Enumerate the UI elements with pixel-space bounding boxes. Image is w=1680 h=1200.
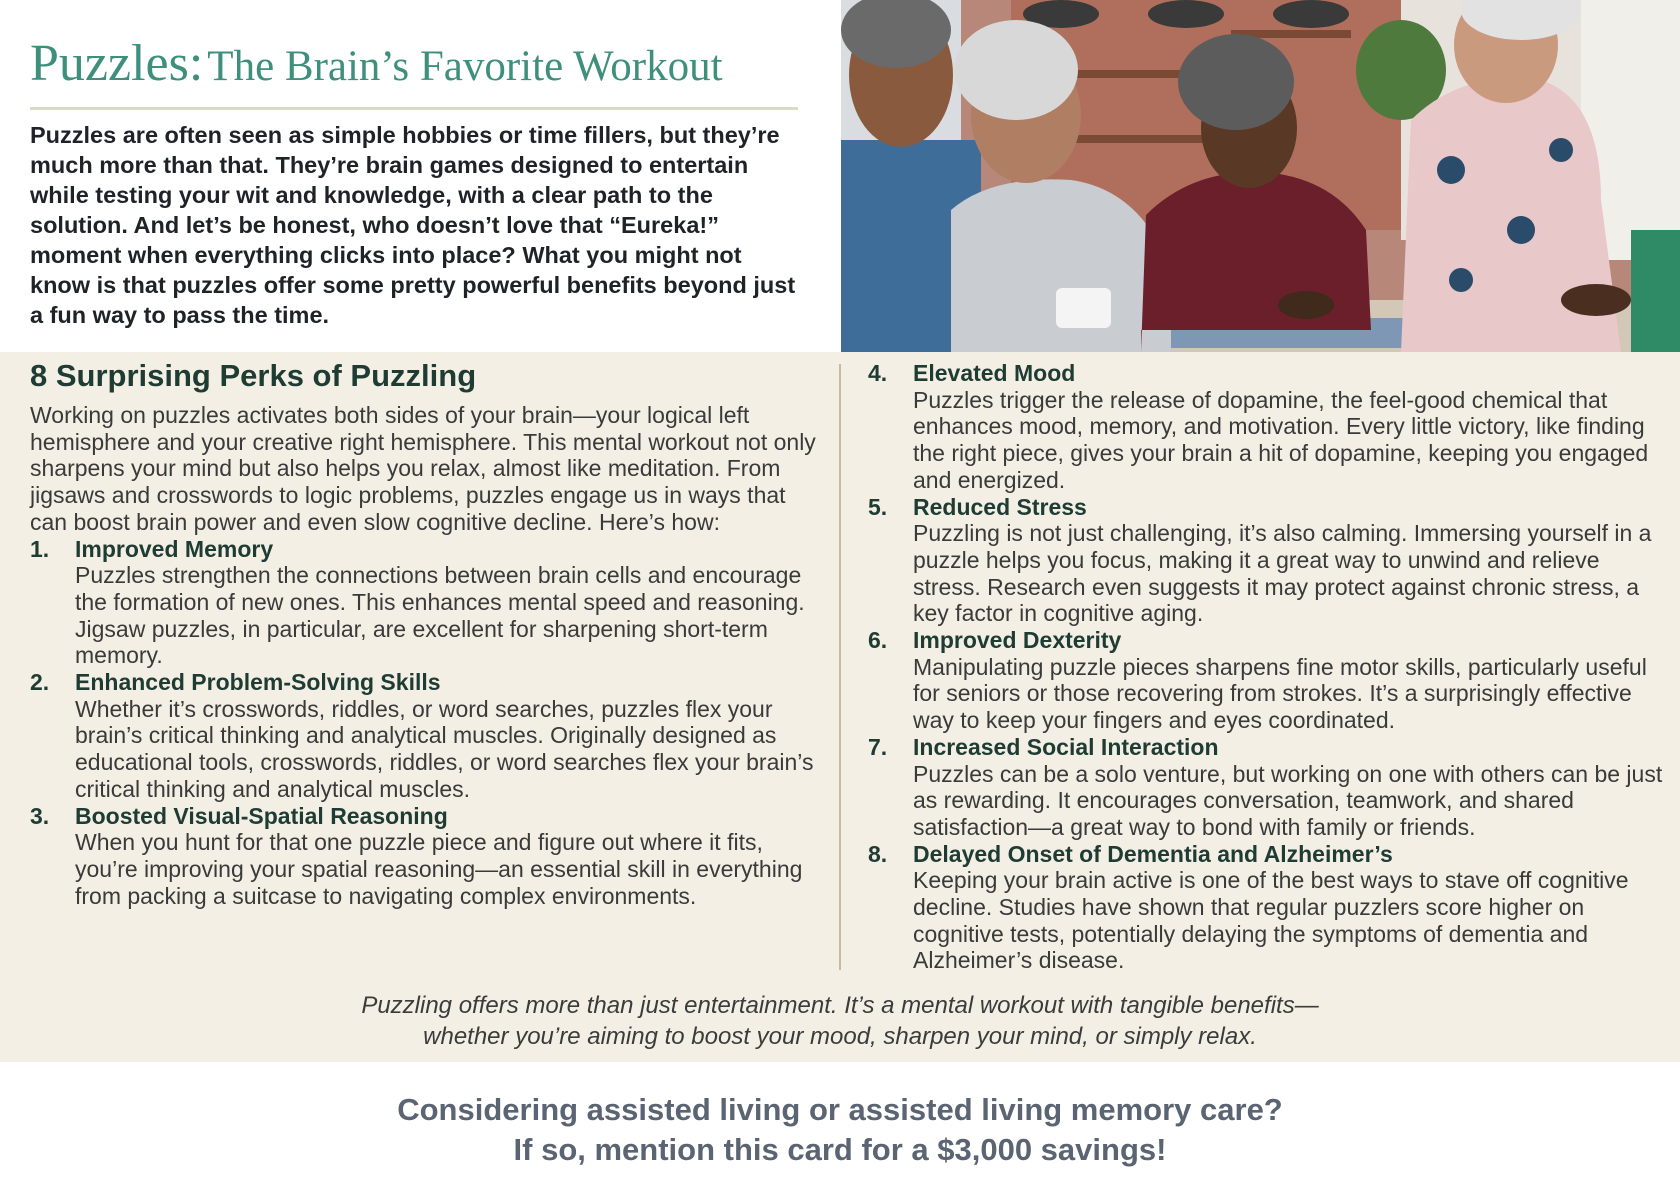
- perk-number: 2.: [30, 669, 50, 696]
- closing-statement: [0, 990, 1680, 1052]
- perks-heading: 8 Surprising Perks of Puzzling: [30, 358, 477, 393]
- title-main: Puzzles:: [30, 35, 204, 92]
- perk-number: 5.: [868, 493, 888, 520]
- perk-number: 7.: [868, 733, 888, 760]
- perk-item-2: [30, 669, 820, 803]
- perk-item-7: [868, 734, 1668, 841]
- call-to-action: [0, 1062, 1680, 1200]
- perk-item-6: [868, 627, 1668, 734]
- perks-left-column: [30, 402, 820, 909]
- perk-body: Puzzles can be a solo venture, but working on one with others can be just as rewarding. It encourages conversation, teamwork, and shared satisfaction—a great way to bond with family or friends.: [913, 760, 1663, 840]
- perk-title: Improved Dexterity: [913, 627, 1122, 654]
- title-sub: The Brain’s Favorite Workout: [207, 43, 723, 90]
- perk-title: Increased Social Interaction: [913, 733, 1219, 760]
- closing-line-2: whether you’re aiming to boost your mood, sharpen your mind, or simply relax.: [423, 1023, 1257, 1050]
- perk-number: 3.: [30, 802, 50, 829]
- title-underline: [30, 107, 798, 110]
- page-title: [30, 34, 800, 93]
- perk-number: 6.: [868, 627, 888, 654]
- perk-title: Reduced Stress: [913, 493, 1087, 520]
- perk-item-8: [868, 841, 1668, 975]
- perk-item-4: [868, 360, 1668, 494]
- perk-title: Improved Memory: [75, 535, 274, 562]
- perk-number: 4.: [868, 360, 888, 386]
- perk-body: When you hunt for that one puzzle piece and figure out where it fits, you’re improving your spatial reasoning—an essential skill in everything from packing a suitcase to navigating complex environments.: [75, 829, 803, 909]
- perks-right-column: [868, 360, 1668, 974]
- perk-item-1: [30, 536, 820, 670]
- perk-title: Boosted Visual-Spatial Reasoning: [75, 802, 448, 829]
- perk-item-5: [868, 494, 1668, 628]
- perk-number: 8.: [868, 840, 888, 867]
- cta-line-1: Considering assisted living or assisted living memory care?: [397, 1092, 1283, 1127]
- column-divider: [839, 364, 841, 970]
- perk-body: Manipulating puzzle pieces sharpens fine motor skills, particularly useful for seniors or those recovering from strokes. It’s a surprisingly effective way to keep your fingers and eyes coordinated.: [913, 653, 1647, 734]
- title-block: [30, 34, 800, 93]
- intro-paragraph: Puzzles are often seen as simple hobbies or time fillers, but they’re much more than that. They’re brain games designed to entertain while testing your wit and knowledge, with a clear path to the solution. And let’s be honest, who doesn’t love that “Eureka!” moment when everything clicks into place? What you might not know is that puzzles offer some pretty powerful benefits beyond just a fun way to pass the time.: [30, 122, 796, 328]
- perk-title: Delayed Onset of Dementia and Alzheimer’s: [913, 840, 1393, 867]
- perk-body: Puzzles strengthen the connections between brain cells and encourage the formation of new ones. This enhances mental speed and reasoning. Jigsaw puzzles, in particular, are excellent for sharpening short-term memory.: [75, 562, 805, 669]
- perk-title: Elevated Mood: [913, 360, 1076, 386]
- perk-number: 1.: [30, 535, 50, 562]
- seniors-doing-puzzle-photo: [841, 0, 1680, 352]
- perk-title: Enhanced Problem-Solving Skills: [75, 669, 441, 696]
- perks-panel: [0, 352, 1680, 1062]
- closing-line-1: Puzzling offers more than just entertainment. It’s a mental workout with tangible benefits—: [361, 992, 1319, 1019]
- top-section: [0, 0, 1680, 352]
- perks-intro: Working on puzzles activates both sides of your brain—your logical left hemisphere and your creative right hemisphere. This mental workout not only sharpens your mind but also helps you relax, almost like meditation. From jigsaws and crosswords to logic problems, puzzles engage us in ways that can boost brain power and even slow cognitive decline. Here’s how:: [30, 402, 816, 535]
- perk-body: Keeping your brain active is one of the best ways to stave off cognitive decline. Studies have shown that regular puzzlers score higher on cognitive tests, potentially delaying the symptoms of dementia and Alzheimer’s disease.: [913, 867, 1629, 974]
- perk-body: Puzzles trigger the release of dopamine, the feel-good chemical that enhances mood, memory, and motivation. Every little victory, like finding the right piece, gives your brain a hit of dopamine, keeping you engaged and energized.: [913, 386, 1649, 493]
- perk-item-3: [30, 803, 820, 910]
- perk-body: Puzzling is not just challenging, it’s also calming. Immersing yourself in a puzzle helps you focus, making it a great way to unwind and relieve stress. Research even suggests it may protect against chronic stress, a key factor in cognitive aging.: [913, 520, 1652, 627]
- cta-line-2: If so, mention this card for a $3,000 savings!: [513, 1132, 1167, 1167]
- perk-body: Whether it’s crosswords, riddles, or word searches, puzzles flex your brain’s critical thinking and analytical muscles. Originally designed as educational tools, crosswords, riddles, or word searches flex your brain’s critical thinking and analytical muscles.: [75, 695, 814, 802]
